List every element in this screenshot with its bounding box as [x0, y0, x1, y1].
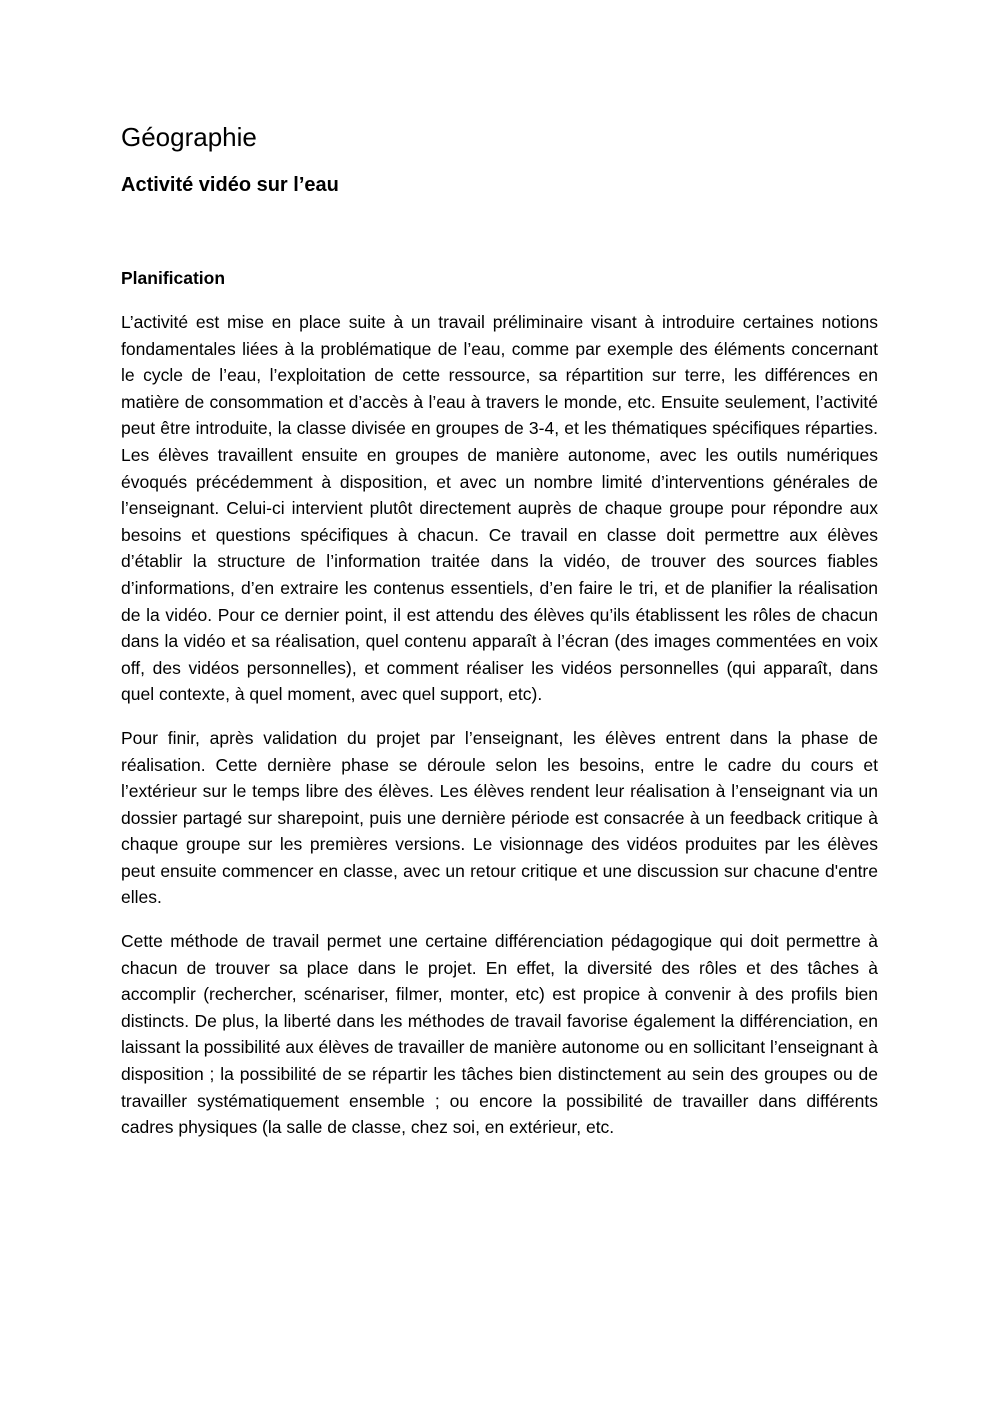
- paragraph-1: L’activité est mise en place suite à un travail préliminaire visant à introduire certaines notions fondamentales liées à la problématique de l’eau, comme par exemple des éléments concernant le cycle de l’eau, l’exploitation de cette ressource, sa répartition sur terre, les différences en matière de consommation et d’accès à l’eau à travers le monde, etc. Ensuite seulement, l’activité peut être introduite, la classe divisée en groupes de 3-4, et les thématiques spécifiques réparties. Les élèves travaillent ensuite en groupes de manière autonome, avec les outils numériques évoqués précédemment à disposition, et avec un nombre limité d’interventions générales de l’enseignant. Celui-ci intervient plutôt directement auprès de chaque groupe pour répondre aux besoins et questions spécifiques à chacun. Ce travail en classe doit permettre aux élèves d’établir la structure de l’information traitée dans la vidéo, de trouver des sources fiables d’informations, d’en extraire les contenus essentiels, d’en faire le tri, et de planifier la réalisation de la vidéo. Pour ce dernier point, il est attendu des élèves qu’ils établissent les rôles de chacun dans la vidéo et sa réalisation, quel contenu apparaît à l’écran (des images commentées en voix off, des vidéos personnelles), et comment réaliser les vidéos personnelles (qui apparaît, dans quel contexte, à quel moment, avec quel support, etc).: [121, 312, 878, 705]
- document-page: [121, 120, 878, 1141]
- section-heading-planification: Planification: [121, 268, 226, 288]
- paragraph-2: Pour finir, après validation du projet par l’enseignant, les élèves entrent dans la phase de réalisation. Cette dernière phase se déroule selon les besoins, entre le cadre du cours et l’extérieur sur le temps libre des élèves. Les élèves rendent leur réalisation à l’enseignant via un dossier partagé sur sharepoint, puis une dernière période est consacrée à un feedback critique à chaque groupe sur les premières versions. Le visionnage des vidéos produites par les élèves peut ensuite commencer en classe, avec un retour critique et une discussion sur chacune d'entre elles.: [121, 727, 878, 908]
- document-title: Géographie: [121, 122, 257, 152]
- document-subtitle: Activité vidéo sur l’eau: [121, 174, 339, 196]
- paragraph-3: Cette méthode de travail permet une certaine différenciation pédagogique qui doit permettre à chacun de trouver sa place dans le projet. En effet, la diversité des rôles et des tâches à accomplir (rechercher, scénariser, filmer, monter, etc) est propice à convenir à des profils bien distincts. De plus, la liberté dans les méthodes de travail favorise également la différenciation, en laissant la possibilité aux élèves de travailler de manière autonome ou en sollicitant l’enseignant à disposition ; la possibilité de se répartir les tâches bien distinctement au sein des groupes ou de travailler systématiquement ensemble ; ou encore la possibilité de travailler dans différents cadres physiques (la salle de classe, chez soi, en extérieur, etc.: [121, 931, 878, 1138]
